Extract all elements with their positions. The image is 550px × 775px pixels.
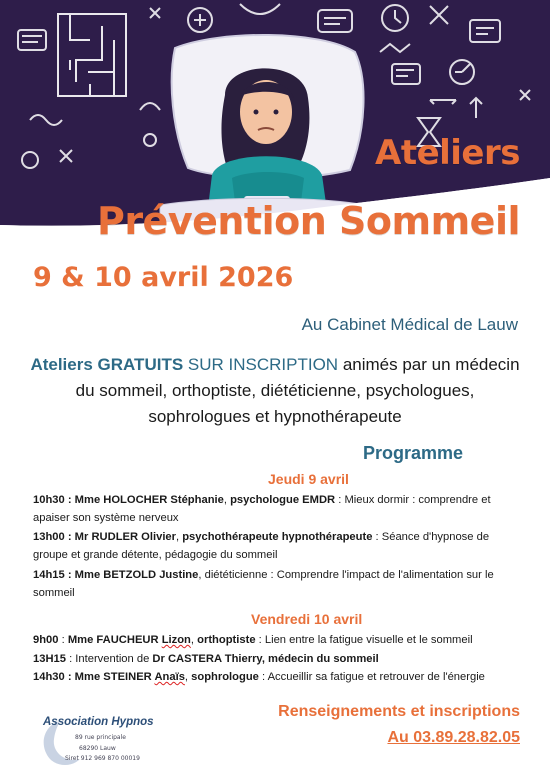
item-role: sophrologue [191, 671, 259, 683]
intro-part3: SUR INSCRIPTION [187, 355, 339, 374]
association-name: Association Hypnos [43, 716, 154, 728]
item-speaker-firstname: Lizon [161, 634, 191, 646]
title-line-2: Prévention Sommeil [96, 199, 520, 243]
schedule-item: 13H15 : Intervention de Dr CASTERA Thierry, médecin du sommeil [33, 653, 379, 665]
item-description: : Accueillir sa fatigue et retrouver de l'énergie [258, 671, 485, 683]
association-logo [30, 705, 190, 765]
item-description: : Lien entre la fatigue visuelle et le sommeil [255, 634, 473, 646]
item-time: 9h00 [33, 634, 59, 646]
item-role: psychothérapeute hypnothérapeute [182, 531, 373, 543]
intro-paragraph [30, 352, 520, 430]
intro-part4: animés par un médecin du sommeil, orthoptiste, diététicienne, psychologues, sophrologues et hypnothérapeute [75, 355, 520, 426]
item-speaker: Dr CASTERA Thierry, médecin du sommeil [152, 653, 379, 665]
item-description: : Mieux dormir : comprendre et apaiser son système nerveux [33, 494, 491, 524]
programme-title: Programme [363, 443, 464, 463]
schedule-item: 13h00 : Mr RUDLER Olivier, psychothérapeute hypnothérapeute : Séance d'hypnose de groupe et grande détente, pédagogie du sommeil [33, 531, 490, 561]
item-description: : Séance d'hypnose de groupe et grande détente, pédagogie du sommeil [33, 531, 490, 561]
item-speaker: Mme FAUCHEUR [67, 634, 162, 646]
item-speaker: Mme BETZOLD Justine [74, 569, 199, 581]
item-speaker: Mme STEINER [74, 671, 155, 683]
schedule-item: 10h30 : Mme HOLOCHER Stéphanie, psychologue EMDR : Mieux dormir : comprendre et apaiser son système nerveux [33, 494, 491, 524]
schedule-item: 14h15 : Mme BETZOLD Justine, diététicienne : Comprendre l'impact de l'alimentation sur le sommeil [33, 569, 494, 599]
event-dates: 9 & 10 avril 2026 [33, 262, 294, 293]
title-line-1: Ateliers [375, 133, 520, 173]
event-location: Au Cabinet Médical de Lauw [301, 315, 518, 334]
intro-part1: Ateliers [30, 355, 93, 374]
schedule-item: 9h00 : Mme FAUCHEUR Lizon, orthoptiste : Lien entre la fatigue visuelle et le sommeil [33, 634, 473, 646]
phone-number[interactable]: Au 03.89.28.82.05 [387, 729, 520, 746]
item-time: 13H15 [33, 653, 66, 665]
item-role: orthoptiste [197, 634, 256, 646]
association-address-street: 89 rue principale [75, 734, 126, 741]
item-description: diététicienne : Comprendre l'impact de l'alimentation sur le sommeil [33, 569, 494, 599]
info-label: Renseignements et inscriptions [278, 703, 520, 720]
hero-banner [0, 0, 550, 250]
item-speaker: Mr RUDLER Olivier [74, 531, 176, 543]
item-role: psychologue EMDR [230, 494, 336, 506]
item-time: 14h15 : [33, 569, 72, 581]
day-title-friday: Vendredi 10 avril [251, 611, 363, 627]
association-address-city: 68290 Lauw [79, 745, 116, 752]
item-time: 10h30 : [33, 494, 72, 506]
intro-part2: GRATUITS [97, 355, 184, 374]
schedule-item: 14h30 : Mme STEINER Anaïs, sophrologue : Accueillir sa fatigue et retrouver de l'énergie [33, 671, 485, 683]
item-speaker-firstname: Anaïs [154, 671, 185, 683]
item-time: 13h00 : [33, 531, 72, 543]
day-title-thursday: Jeudi 9 avril [268, 471, 349, 487]
association-siret: Siret 912 969 870 00019 [65, 755, 140, 762]
item-time: 14h30 : [33, 671, 72, 683]
item-speaker: Mme HOLOCHER Stéphanie [74, 494, 224, 506]
